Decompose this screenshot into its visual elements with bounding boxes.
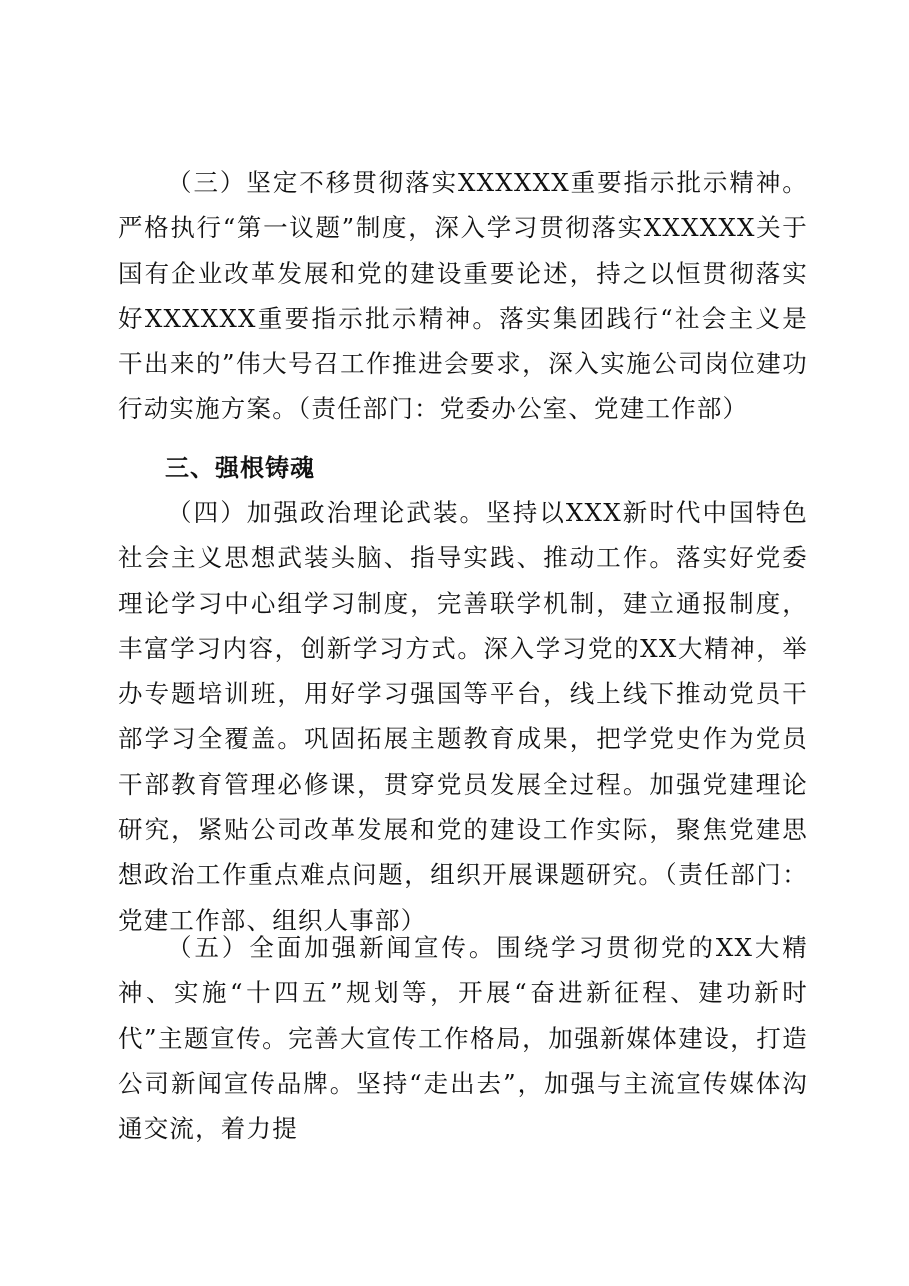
paragraph-item-three: （三）坚定不移贯彻落实XXXXXX重要指示批示精神。严格执行“第一议题”制度，深入学习贯彻落实XXXXXX关于国有企业改革发展和党的建设重要论述，持之以恒贯彻落实好XXXXXX重要指示批示精神。落实集团践行“社会主义是干出来的”伟大号召工作推进会要求，深入实施公司岗位建功行动实施方案。（责任部门：党委办公室、党建工作部）: [118, 168, 808, 424]
paragraph-item-four: （四）加强政治理论武装。坚持以XXX新时代中国特色社会主义思想武装头脑、指导实践、推动工作。落实好党委理论学习中心组学习制度，完善联学机制，建立通报制度，丰富学习内容，创新学习方式。深入学习党的XX大精神，举办专题培训班，用好学习强国等平台，线上线下推动党员干部学习全覆盖。巩固拓展主题教育成果，把学党史作为党员干部教育管理必修课，贯穿党员发展全过程。加强党建理论研究，紧贴公司改革发展和党的建设工作实际，聚焦党建思想政治工作重点难点问题，组织开展课题研究。（责任部门：党建工作部、组织人事部）: [118, 498, 808, 935]
section-heading: 三、强根铸魂: [165, 454, 315, 482]
paragraph-item-five: （五）全面加强新闻宣传。围绕学习贯彻党的XX大精神、实施“十四五”规划等，开展“奋进新征程、建功新时代”主题宣传。完善大宣传工作格局，加强新媒体建设，打造公司新闻宣传品牌。坚持“走出去”，加强与主流宣传媒体沟通交流，着力提: [118, 933, 808, 1144]
